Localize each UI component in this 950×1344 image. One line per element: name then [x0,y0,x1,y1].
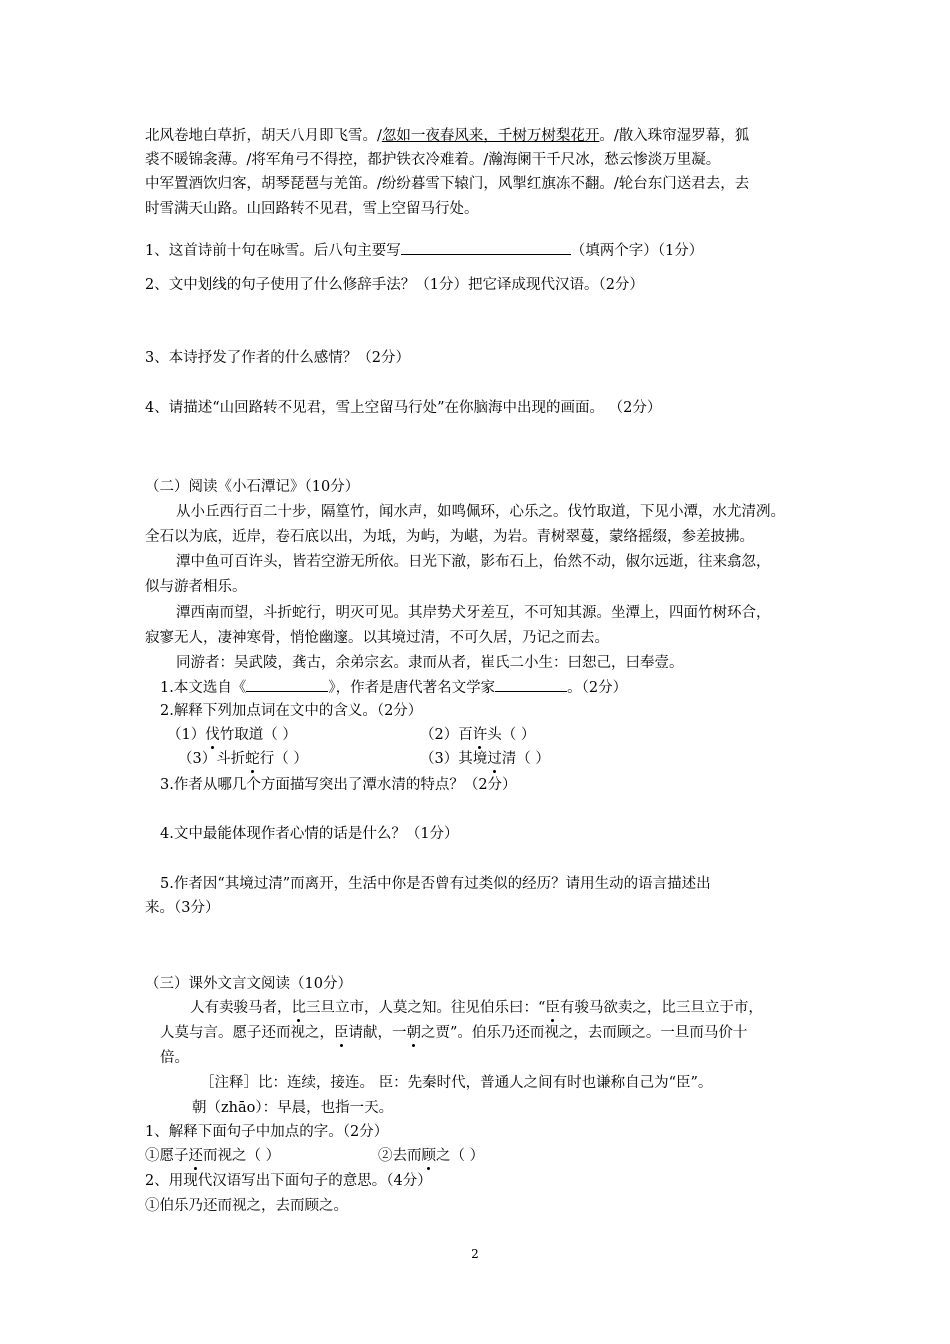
s2-question-4: 4.文中最能体现作者心情的话是什么？（1分） [160,826,459,842]
page-number: 2 [471,1247,479,1261]
item-prefix: （2）百 [420,727,473,743]
dotted-char: 许 [472,727,488,743]
item-prefix: ①愿子 [145,1148,189,1164]
s2-question-2-item-2 [420,725,535,745]
s2-question-3: 3.作者从哪几个方面描写突出了潭水清的特点？（2分） [160,777,517,793]
text-run: 有骏马欲卖之，比三旦立于市， [559,1000,763,1016]
item-prefix: （1） [167,727,206,743]
s2-question-2-item-1 [167,725,297,745]
s2-question-2-item-3 [178,749,308,769]
s2-question-2: 2.解释下列加点词在文中的含义。（2分） [160,703,423,719]
s3-passage-line-1 [190,998,763,1018]
s2-question-5a: 5.作者因“其境过清”而离开，生活中你是否曾有过类似的经历？请用生动的语言描述出 [160,876,711,892]
s2-question-1-mid: 》，作者是唐代著名文学家 [328,680,496,696]
answer-blank[interactable] [246,677,328,692]
passage-para-4: 同游者：吴武陵，龚古，余弟宗玄。隶而从者，崔氏二小生：曰恕己，曰奉壹。 [176,655,684,671]
s3-note-2: 朝（zhāo）：早晨，也指一天。 [192,1100,394,1116]
dotted-char: 朝 [406,1025,421,1041]
underlined-sentence: 忽如一夜春风来，千树万树梨花开 [381,128,600,144]
passage-para-2a: 潭中鱼可百许头，皆若空游无所依。日光下澈，影布石上，佁然不动，俶尔远逝，往来翕忽， [176,554,771,570]
question-1-text: 1、这首诗前十句在咏雪。后八句主要写 [145,243,401,259]
question-1 [145,240,703,261]
question-2: 2、文中划线的句子使用了什么修辞手法？（1分）把它译成现代汉语。（2分） [145,277,644,293]
item-prefix: （3）其境 [420,751,488,767]
answer-blank[interactable] [401,240,571,255]
text-run: 三旦立市，人莫之知。往见伯乐曰：“ [306,1000,546,1016]
s2-question-1 [160,677,627,698]
passage-para-3a: 潭西南而望，斗折蛇行，明灭可见。其岸势犬牙差互，不可知其源。坐潭上，四面竹树环合， [176,605,771,621]
dotted-char: 过 [487,751,502,767]
dotted-char: 臣 [334,1025,349,1041]
passage-para-3b: 寂寥无人，凄神寒骨，悄怆幽邃。以其境过清，不可久居，乃记之而去。 [145,630,609,646]
poem-line-3: 中军置酒饮归客，胡琴琵琶与羌笛。/纷纷暮雪下辕门，风掣红旗冻不翻。/轮台东门送君去，去 [145,176,750,192]
item-suffix: 之（ ） [436,1148,485,1164]
dotted-char: 臣 [545,1000,560,1016]
section-3-title: （三）课外文言文阅读（10分） [145,976,352,992]
question-1-suffix: （填两个字）（1分） [570,243,704,259]
question-3: 3、本诗抒发了作者的什么感情？（2分） [145,350,410,366]
text-run: 人有卖骏马者， [190,1000,292,1016]
item-suffix: 清（ ） [501,751,550,767]
s3-question-1-item-1 [145,1146,280,1166]
text-run: 之贾”。伯乐乃还而视之，去而顾之。一旦而马价十 [421,1025,748,1041]
s2-question-1-end: 。（2分） [567,680,628,696]
answer-blank[interactable] [495,677,567,692]
s2-question-2-item-4 [420,749,550,769]
s2-question-5b: 来。（3分） [145,900,220,916]
text-run: 人莫与言。愿子还而视之， [160,1025,334,1041]
dotted-char: 还 [188,1148,203,1164]
question-4: 4、请描述“山回路转不见君，雪上空留马行处”在你脑海中出现的画面。 （2分） [145,400,662,416]
s3-question-1-item-2 [378,1146,484,1166]
poem-line-2: 裘不暖锦衾薄。/将军角弓不得控，都护铁衣冷难着。/瀚海阑干千尺冰，愁云惨淡万里凝。 [145,152,721,168]
passage-para-2b: 似与游者相乐。 [145,579,247,595]
s3-passage-line-2 [160,1023,747,1043]
item-suffix: 头（ ） [487,727,536,743]
text-run: 请献，一 [348,1025,407,1041]
passage-para-1b: 全石以为底，近岸，卷石底以出，为坻，为屿，为嵁，为岩。青树翠蔓，蒙络摇缀，参差披拂。 [145,529,754,545]
s3-note-1: ［注释］比：连续，接连。 臣：先秦时代，普通人之间有时也谦称自己为“臣”。 [200,1075,713,1091]
passage-para-1a: 从小丘西行百二十步，隔篁竹，闻水声，如鸣佩环，心乐之。伐竹取道，下见小潭，水尤清冽。 [176,504,785,520]
s3-question-2-item-1: ①伯乐乃还而视之，去而顾之。 [145,1198,348,1214]
s3-passage-line-3: 倍。 [160,1050,189,1066]
item-suffix: 竹取道（ ） [219,727,297,743]
dotted-char: 顾 [421,1148,436,1164]
item-suffix: 而视之（ ） [203,1148,281,1164]
s3-question-2: 2、用现代汉语写出下面句子的意思。（4分） [145,1173,432,1189]
item-suffix: 行（ ） [259,751,308,767]
section-2-title: （二）阅读《小石潭记》（10分） [145,479,360,495]
dotted-char: 伐 [205,727,220,743]
s2-question-1-text: 1.本文选自《 [160,680,247,696]
poem-line-1-end: 。/散入珠帘湿罗幕，狐 [599,128,750,144]
s3-question-1: 1、解释下面句子中加点的字。（2分） [145,1124,389,1140]
dotted-char: 蛇 [245,751,260,767]
poem-line-1-start: 北风卷地白草折，胡天八月即飞雪。/ [145,128,382,144]
poem-line-4: 时雪满天山路。山回路转不见君，雪上空留马行处。 [145,201,479,217]
poem-line-1 [145,126,749,146]
item-prefix: （3）斗折 [178,751,246,767]
item-prefix: ②去而 [378,1148,422,1164]
dotted-char: 比 [291,1000,306,1016]
